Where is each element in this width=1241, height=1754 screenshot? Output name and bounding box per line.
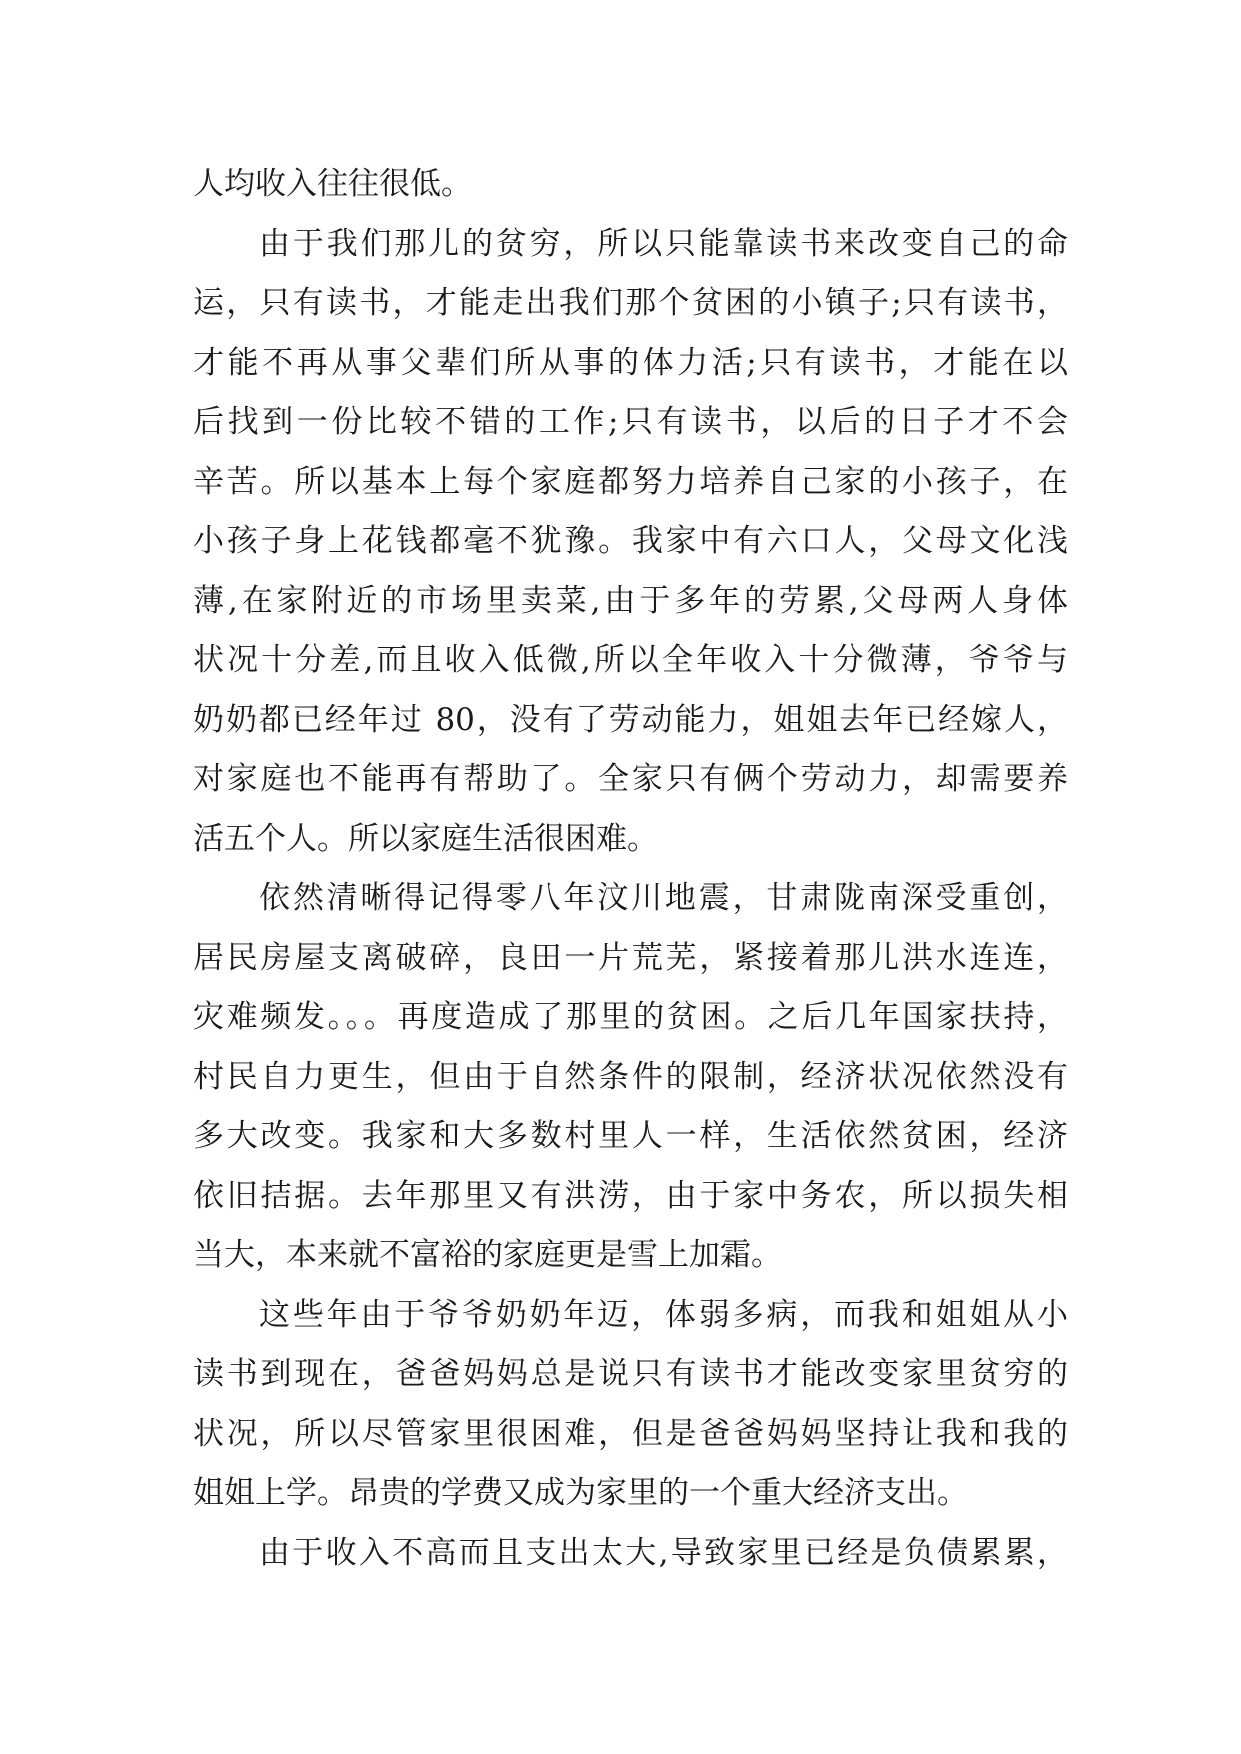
text-line: 由于我们那儿的贫穷，所以只能靠读书来改变自己的命 (259, 225, 1068, 262)
text-line: 依然清晰得记得零八年汶川地震，甘肃陇南深受重创， (259, 880, 1068, 916)
text-line: 对家庭也不能再有帮助了。全家只有俩个劳动力，却需要养 (193, 761, 1068, 797)
text-line: 奶奶都已经年过 80，没有了劳动能力，姐姐去年已经嫁人， (193, 701, 1068, 738)
text-line: 姐姐上学。昂贵的学费又成为家里的一个重大经济支出。 (193, 1475, 968, 1511)
text-line: 辛苦。所以基本上每个家庭都努力培养自己家的小孩子，在 (193, 463, 1068, 500)
text-line: 这些年由于爷爷奶奶年迈，体弱多病，而我和姐姐从小 (259, 1296, 1068, 1333)
text-line: 小孩子身上花钱都毫不犹豫。我家中有六口人，父母文化浅 (193, 523, 1068, 559)
text-line: 居民房屋支离破碎，良田一片荒芜，紧接着那儿洪水连连， (193, 939, 1068, 976)
text-line: 才能不再从事父辈们所从事的体力活;只有读书，才能在以 (193, 344, 1068, 381)
text-line: 多大改变。我家和大多数村里人一样，生活依然贫困，经济 (193, 1118, 1068, 1154)
body-text (193, 155, 1068, 1583)
text-line: 依旧拮据。去年那里又有洪涝，由于家中务农，所以损失相 (193, 1177, 1068, 1214)
text-line: 运，只有读书，才能走出我们那个贫困的小镇子;只有读书， (193, 285, 1068, 321)
text-line: 活五个人。所以家庭生活很困难。 (193, 820, 658, 857)
text-line: 当大，本来就不富裕的家庭更是雪上加霜。 (193, 1237, 782, 1273)
text-line: 村民自力更生，但由于自然条件的限制，经济状况依然没有 (193, 1058, 1068, 1095)
text-line: 人均收入往往很低。 (193, 166, 472, 202)
text-line: 由于收入不高而且支出太大,导致家里已经是负债累累， (259, 1534, 1068, 1571)
text-line: 读书到现在，爸爸妈妈总是说只有读书才能改变家里贫穷的 (193, 1356, 1068, 1392)
text-line: 灾难频发。。。再度造成了那里的贫困。之后几年国家扶持， (193, 999, 1068, 1035)
text-line: 状况十分差,而且收入低微,所以全年收入十分微薄，爷爷与 (193, 642, 1068, 678)
text-line: 状况，所以尽管家里很困难，但是爸爸妈妈坚持让我和我的 (193, 1415, 1068, 1452)
text-line: 薄,在家附近的市场里卖菜,由于多年的劳累,父母两人身体 (193, 582, 1068, 619)
text-line: 后找到一份比较不错的工作;只有读书，以后的日子才不会 (193, 404, 1068, 440)
